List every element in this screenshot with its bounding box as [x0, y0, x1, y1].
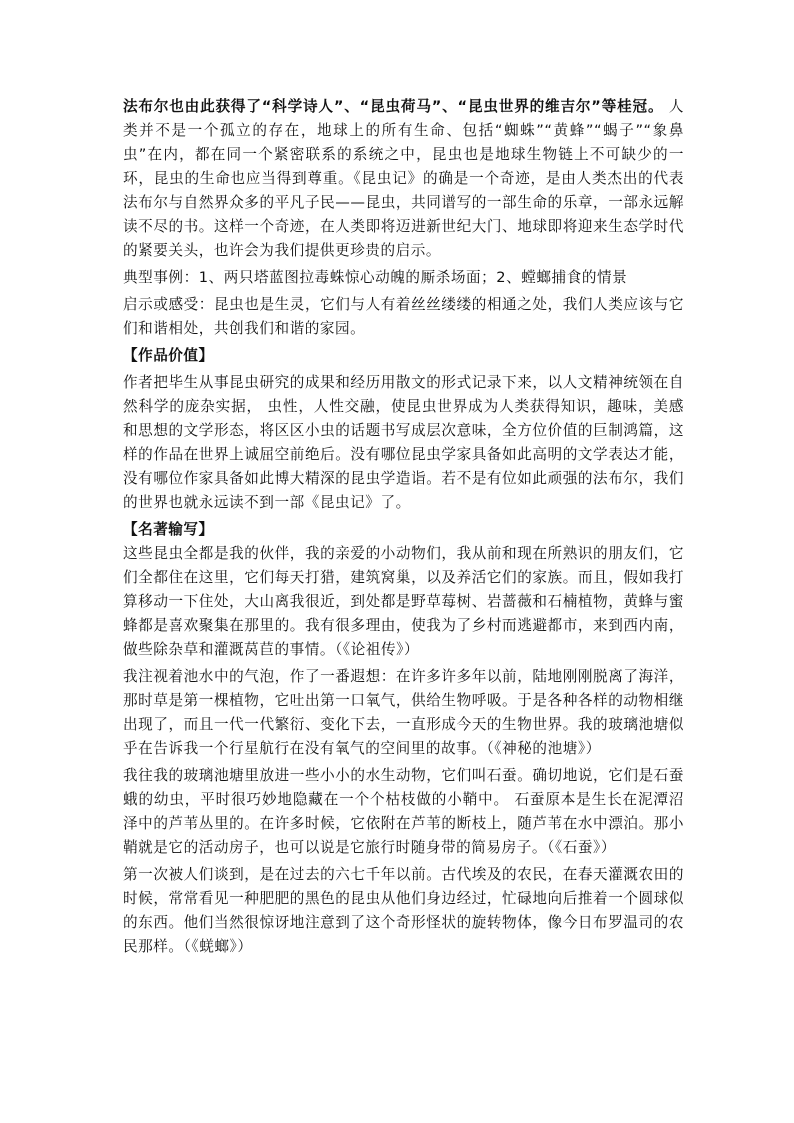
section-title-excerpts: 【名著输写】 [123, 521, 214, 538]
typical-examples: 典型事例：1、两只塔蓝图拉毒蛛惊心动魄的厮杀场面；2、螳螂捕食的情景 [123, 269, 628, 286]
excerpt-paragraph: 这些昆虫全都是我的伙伴，我的亲爱的小动物们，我从前和现在所熟识的朋友们，它们全都住在这里，它们每天打猎，建筑窝巢，以及养活它们的家族。而且，假如我打算移动一下住处，大山离我很近，到处都是野草莓树、岩蔷薇和石楠植物，黄蜂与蜜蜂都是喜欢聚集在那里的。我有很多理由，使我为了乡村而逃避都市，来到西内南，做些除杂草和灌溉莴苣的事情。（《论祖传》） [123, 545, 684, 658]
intro-text: 人类并不是一个孤立的存在，地球上的所有生命、包括“蜘蛛”“黄蜂”“蝎子”“象鼻虫”在内，都在同一个紧密联系的系统之中，昆虫也是地球生物链上不可缺少的一环，昆虫的生命也应当得到尊重。《昆虫记》的确是一个奇迹，是由人类杰出的代表法布尔与自然界众多的平凡子民——昆虫，共同谱写的一部生命的乐章，一部永远解读不尽的书。这样一个奇迹，在人类即将迈进新世纪大门、地球即将迎来生态学时代的紧要关头，也许会为我们提供更珍贵的启示。 [123, 98, 684, 259]
excerpt-paragraph: 我注视着池水中的气泡，作了一番遐想：在许多许多年以前，陆地刚刚脱离了海洋，那时草是第一棵植物，它吐出第一口氧气，供给生物呼吸。于是各种各样的动物相继出现了，而且一代一代繁衍、变化下去，一直形成今天的生物世界。我的玻璃池塘似乎在告诉我一个行星航行在没有氧气的空间里的故事。（《神秘的池塘》） [123, 668, 684, 757]
intro-bold-lead: 法布尔也由此获得了“科学诗人”、“昆虫荷马”、“昆虫世界的维吉尔”等桂冠。 [123, 98, 664, 115]
excerpt-paragraph: 第一次被人们谈到，是在过去的六七千年以前。古代埃及的农民，在春天灌溉农田的时候，常常看见一种肥肥的黑色的昆虫从他们身边经过，忙碌地向后推着一个圆球似的东西。他们当然很惊讶地注意到了这个奇形怪状的旋转物体，像今日布罗温司的农民那样。（《蜣螂》） [123, 866, 684, 955]
insight-paragraph: 启示或感受：昆虫也是生灵，它们与人有着丝丝缕缕的相通之处，我们人类应该与它们和谐相处，共创我们和谐的家园。 [123, 296, 684, 337]
intro-paragraph [123, 95, 684, 263]
value-paragraph: 作者把毕生从事昆虫研究的成果和经历用散文的形式记录下来，以人文精神统领在自然科学的庞杂实据， 虫性，人性交融，使昆虫世界成为人类获得知识，趣味，美感和思想的文学形态，将区区小虫的话题书写成层次意味，全方位价值的巨制鸿篇，这样的作品在世界上诚屈空前绝后。没有哪位昆虫学家具备如此高明的文学表达才能，没有哪位作家具备如此博大精深的昆虫学造诣。若不是有位如此顽强的法布尔，我们的世界也就永远读不到一部《昆虫记》了。 [123, 374, 684, 511]
excerpt-paragraph: 我往我的玻璃池塘里放进一些小小的水生动物，它们叫石蚕。确切地说，它们是石蚕蛾的幼虫，平时很巧妙地隐藏在一个个枯枝做的小鞘中。 石蚕原本是生长在泥潭沼泽中的芦苇丛里的。在许多时候，它依附在芦苇的断枝上，随芦苇在水中漂泊。那小鞘就是它的活动房子，也可以说是它旅行时随身带的简易房子。（《石蚕》） [123, 767, 684, 856]
section-title-value: 【作品价值】 [123, 347, 214, 364]
